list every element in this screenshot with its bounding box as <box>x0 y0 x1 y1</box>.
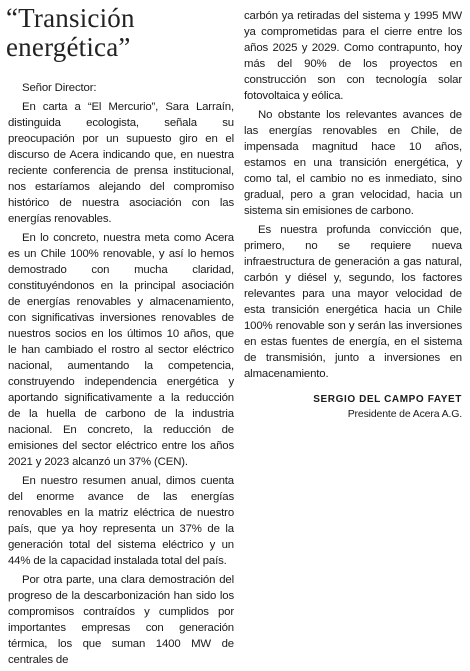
paragraph: Por otra parte, una clara demostración del progreso de la descarbonización han sido los compromisos contraídos y cumplidos por importantes empresas con generación térmica, los que suman 1400 MW de centrales de <box>8 574 234 666</box>
letter-title: “Transición energética” <box>6 3 135 62</box>
salutation: Señor Director: <box>22 82 97 94</box>
left-column <box>8 80 234 671</box>
paragraph: En lo concreto, nuestra meta como Acera es un Chile 100% renovable, y así lo hemos demostrado con mucha claridad, constituyéndonos en la principal asociación de energías renovables y almacenamiento, con significativas inversiones renovables de nuestros socios en los últimos 10 años, que le han cambiado el rostro al sector eléctrico nacional, aumentando la competencia, construyendo independencia energética y aportando significativamente a la reducción de la huella de carbono de la industria nacional. En concreto, la reducción de emisiones del sector eléctrico entre los años 2021 y 2023 alcanzó un 37% (CEN). <box>8 232 234 468</box>
paragraph: Es nuestra profunda convicción que, primero, no se requiere nueva infraestructura de generación a gas natural, carbón y diésel y, segundo, los factores relevantes para una mayor velocidad de esta transición energética hacia un Chile 100% renovable son y serán las inversiones en estas fuentes de energía, en el sistema de transmisión, junto a inversiones en almacenamiento. <box>244 224 462 380</box>
paragraph: No obstante los relevantes avances de las energías renovables en Chile, de impensada magnitud hace 10 años, estamos en una transición energética, y como tal, el cambio no es inmediato, sino gradual, pero a gran velocidad, hacia un sistema sin emisiones de carbono. <box>244 109 462 217</box>
paragraph-continuation: carbón ya retiradas del sistema y 1995 MW ya comprometidas para el cierre entre los años 2025 y 2029. Como contrapunto, hoy más del 90% de los proyectos en construcción son con tecnología solar fotovoltaica y eólica. <box>244 10 462 102</box>
right-column <box>244 8 462 422</box>
signature-role: Presidente de Acera A.G. <box>347 408 462 420</box>
paragraph: En nuestro resumen anual, dimos cuenta del enorme avance de las energías renovables en la matriz eléctrica de nuestro país, que ya hoy representa un 37% de la generación total del sistema eléctrico y un 44% de la capacidad instalada total del país. <box>8 475 234 567</box>
signature-block <box>244 392 462 422</box>
signature-name: SERGIO DEL CAMPO FAYET <box>313 394 462 405</box>
paragraph: En carta a “El Mercurio”, Sara Larraín, distinguida ecologista, señala su preocupación por un supuesto giro en el discurso de Acera indicando que, en nuestra reciente conferencia de prensa institucional, nos estaríamos alejando del compromiso histórico de nuestra asociación con las energías renovables. <box>8 101 234 225</box>
